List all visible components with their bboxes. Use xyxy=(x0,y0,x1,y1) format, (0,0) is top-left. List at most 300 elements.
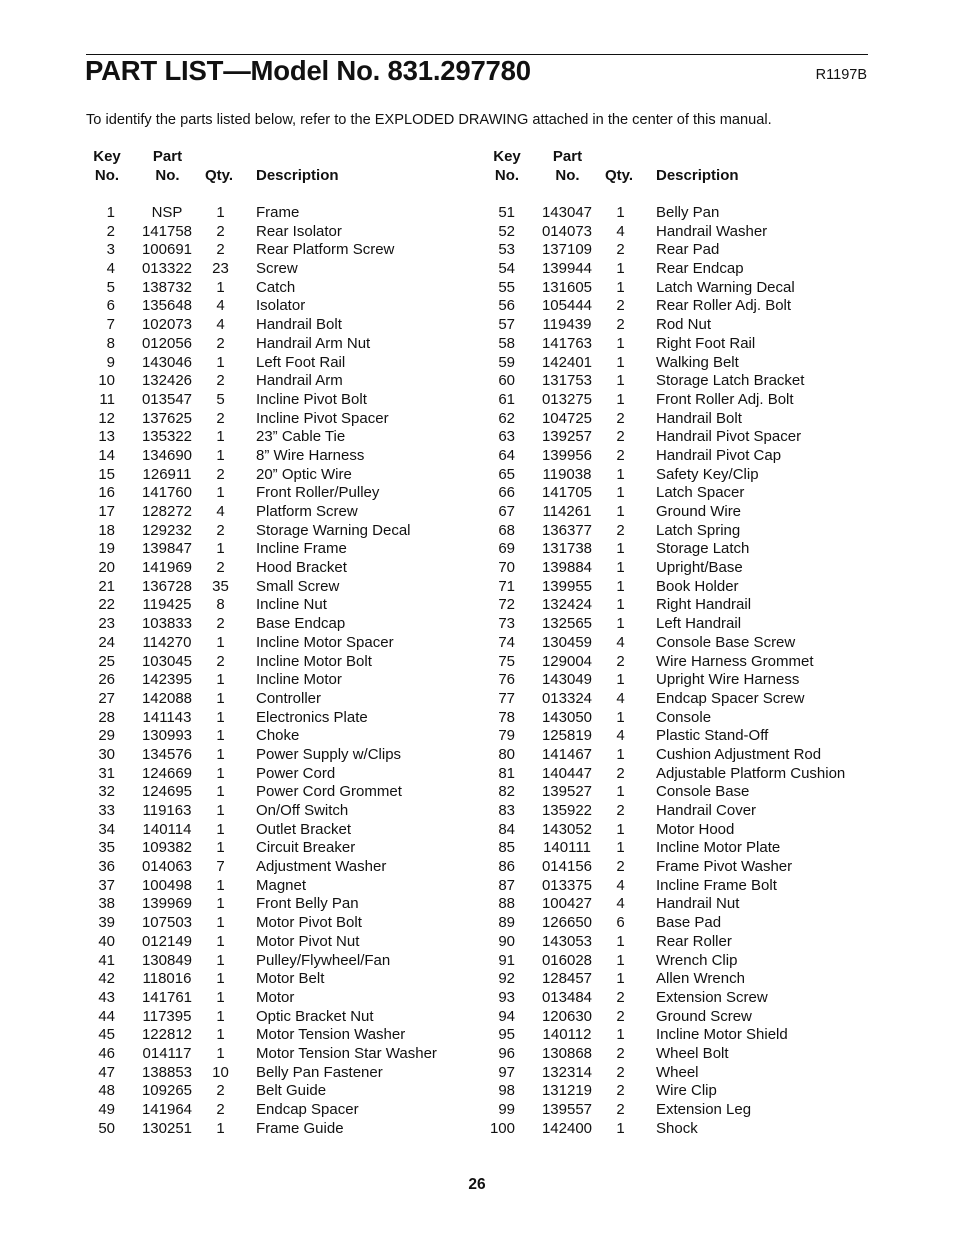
table-row xyxy=(486,952,866,971)
part-no-cell: 139557 xyxy=(541,1101,593,1118)
table-row xyxy=(486,914,866,933)
key-no-cell: 53 xyxy=(498,241,515,259)
description-cell: Handrail Pivot Spacer xyxy=(656,428,802,446)
key-no-cell: 36 xyxy=(98,858,115,876)
description-cell: Plastic Stand-Off xyxy=(656,727,769,745)
key-no-cell: 43 xyxy=(98,988,115,1006)
qty-cell: 1 xyxy=(616,951,625,969)
key-no-cell: 25 xyxy=(98,652,115,670)
qty-cell: 1 xyxy=(216,484,225,502)
description-cell: Left Handrail xyxy=(656,615,742,633)
description-cell: Endcap Spacer xyxy=(256,1101,359,1118)
part-no-cell: 013324 xyxy=(541,689,593,707)
qty-cell: 2 xyxy=(216,652,225,670)
part-no-cell: 143046 xyxy=(141,353,193,371)
table-row xyxy=(486,372,866,391)
qty-cell: 1 xyxy=(616,820,625,838)
part-no-cell: 136728 xyxy=(141,577,193,595)
qty-cell: 4 xyxy=(616,222,625,240)
qty-cell: 1 xyxy=(216,1119,225,1137)
table-row xyxy=(486,877,866,896)
table-row xyxy=(86,802,466,821)
qty-cell: 2 xyxy=(616,316,625,334)
qty-cell: 1 xyxy=(216,1026,225,1044)
key-no-cell: 18 xyxy=(98,521,115,539)
description-cell: Ground Wire xyxy=(656,503,742,520)
table-row xyxy=(486,391,866,410)
description-cell: Extension Leg xyxy=(656,1101,752,1118)
part-no-cell: 013375 xyxy=(541,876,593,894)
header-key-no: Key No. xyxy=(93,148,121,184)
description-cell: Frame xyxy=(256,204,300,221)
table-row xyxy=(486,466,866,485)
key-no-cell: 10 xyxy=(98,372,115,390)
table-row xyxy=(486,279,866,298)
table-row xyxy=(86,428,466,447)
table-row xyxy=(486,522,866,541)
description-cell: Belt Guide xyxy=(256,1082,327,1100)
table-row xyxy=(486,671,866,690)
qty-cell: 1 xyxy=(616,334,625,352)
key-no-cell: 62 xyxy=(498,409,515,427)
description-cell: Incline Motor Shield xyxy=(656,1026,788,1044)
description-cell: Extension Screw xyxy=(656,988,768,1006)
description-cell: Outlet Bracket xyxy=(256,820,352,838)
part-no-cell: 141763 xyxy=(541,334,593,352)
description-cell: Power Cord Grommet xyxy=(256,783,402,801)
table-row xyxy=(86,615,466,634)
key-no-cell: 58 xyxy=(498,334,515,352)
key-no-cell: 6 xyxy=(106,297,115,315)
qty-cell: 1 xyxy=(216,708,225,726)
key-no-cell: 87 xyxy=(498,876,515,894)
table-row xyxy=(86,410,466,429)
description-cell: Handrail Arm Nut xyxy=(256,334,371,352)
header-qty: Qty. xyxy=(605,167,634,184)
table-header xyxy=(86,147,466,185)
description-cell: Upright Wire Harness xyxy=(656,671,800,689)
qty-cell: 1 xyxy=(216,204,225,221)
description-cell: Motor xyxy=(256,988,295,1006)
description-cell: Storage Latch xyxy=(656,540,750,558)
part-no-cell: 131219 xyxy=(541,1082,593,1100)
key-no-cell: 31 xyxy=(98,764,115,782)
key-no-cell: 64 xyxy=(498,446,515,464)
qty-cell: 1 xyxy=(216,970,225,988)
key-no-cell: 67 xyxy=(498,503,515,520)
key-no-cell: 14 xyxy=(98,446,115,464)
description-cell: Rear Platform Screw xyxy=(256,241,395,259)
part-no-cell: NSP xyxy=(151,204,183,221)
description-cell: Latch Spring xyxy=(656,521,741,539)
key-no-cell: 17 xyxy=(98,503,115,520)
qty-cell: 1 xyxy=(216,988,225,1006)
table-row xyxy=(486,1026,866,1045)
qty-cell: 2 xyxy=(216,465,225,483)
description-cell: Latch Warning Decal xyxy=(656,278,795,296)
description-cell: Catch xyxy=(256,278,296,296)
part-no-cell: 130251 xyxy=(141,1119,193,1137)
key-no-cell: 26 xyxy=(98,671,115,689)
qty-cell: 1 xyxy=(616,745,625,763)
part-no-cell: 136377 xyxy=(541,521,593,539)
key-no-cell: 95 xyxy=(498,1026,515,1044)
table-row xyxy=(486,260,866,279)
table-row xyxy=(86,952,466,971)
qty-cell: 4 xyxy=(616,895,625,913)
description-cell: Shock xyxy=(656,1119,698,1137)
table-row xyxy=(486,1101,866,1120)
description-cell: Screw xyxy=(256,260,298,278)
key-no-cell: 40 xyxy=(98,932,115,950)
table-row xyxy=(86,297,466,316)
table-row xyxy=(86,1026,466,1045)
table-row xyxy=(86,372,466,391)
description-cell: Motor Tension Washer xyxy=(256,1026,406,1044)
table-row xyxy=(486,204,866,223)
qty-cell: 5 xyxy=(216,390,225,408)
part-no-cell: 139884 xyxy=(541,559,593,577)
table-row xyxy=(86,690,466,709)
description-cell: Front Belly Pan xyxy=(256,895,359,913)
description-cell: Wire Harness Grommet xyxy=(656,652,814,670)
description-cell: Incline Nut xyxy=(256,596,327,614)
table-row xyxy=(86,503,466,522)
table-row xyxy=(486,615,866,634)
part-no-cell: 107503 xyxy=(141,914,193,932)
part-no-cell: 103045 xyxy=(141,652,193,670)
qty-cell: 1 xyxy=(216,446,225,464)
table-row xyxy=(86,970,466,989)
key-no-cell: 37 xyxy=(98,876,115,894)
table-row xyxy=(86,914,466,933)
qty-cell: 1 xyxy=(616,540,625,558)
key-no-cell: 3 xyxy=(106,241,115,259)
key-no-cell: 75 xyxy=(498,652,515,670)
description-cell: Cushion Adjustment Rod xyxy=(656,745,822,763)
part-no-cell: 120630 xyxy=(541,1007,593,1025)
table-row xyxy=(486,447,866,466)
table-row xyxy=(486,802,866,821)
part-no-cell: 139527 xyxy=(541,783,593,801)
key-no-cell: 78 xyxy=(498,708,515,726)
table-row xyxy=(86,634,466,653)
part-no-cell: 140112 xyxy=(542,1026,592,1044)
table-row xyxy=(86,783,466,802)
table-row xyxy=(86,1082,466,1101)
key-no-cell: 81 xyxy=(498,764,515,782)
part-no-cell: 142401 xyxy=(541,353,593,371)
qty-cell: 2 xyxy=(216,559,225,577)
table-row xyxy=(486,895,866,914)
table-row xyxy=(486,354,866,373)
qty-cell: 4 xyxy=(216,316,225,334)
part-no-cell: 119425 xyxy=(142,596,192,614)
key-no-cell: 94 xyxy=(498,1007,515,1025)
key-no-cell: 77 xyxy=(498,689,515,707)
qty-cell: 2 xyxy=(216,222,225,240)
key-no-cell: 51 xyxy=(498,204,515,221)
description-cell: Optic Bracket Nut xyxy=(256,1007,374,1025)
description-cell: Platform Screw xyxy=(256,503,358,520)
qty-cell: 4 xyxy=(616,727,625,745)
qty-cell: 1 xyxy=(616,839,625,857)
table-row xyxy=(86,335,466,354)
key-no-cell: 30 xyxy=(98,745,115,763)
intro-text: To identify the parts listed below, refer to the EXPLODED DRAWING attached in the center of this manual. xyxy=(86,112,772,128)
key-no-cell: 69 xyxy=(498,540,515,558)
table-row xyxy=(86,316,466,335)
qty-cell: 2 xyxy=(616,521,625,539)
description-cell: Handrail Pivot Cap xyxy=(656,446,782,464)
qty-cell: 1 xyxy=(616,708,625,726)
qty-cell: 35 xyxy=(212,577,229,595)
qty-cell: 1 xyxy=(216,633,225,651)
qty-cell: 1 xyxy=(216,839,225,857)
description-cell: Front Roller/Pulley xyxy=(256,484,380,502)
description-cell: Endcap Spacer Screw xyxy=(656,689,805,707)
part-no-cell: 134690 xyxy=(141,446,193,464)
qty-cell: 8 xyxy=(216,596,225,614)
part-no-cell: 103833 xyxy=(141,615,193,633)
part-no-cell: 131605 xyxy=(541,278,593,296)
description-cell: Console Base xyxy=(656,783,750,801)
qty-cell: 1 xyxy=(616,353,625,371)
key-no-cell: 20 xyxy=(98,559,115,577)
qty-cell: 2 xyxy=(616,1082,625,1100)
key-no-cell: 15 xyxy=(98,465,115,483)
table-row xyxy=(86,877,466,896)
part-no-cell: 013322 xyxy=(141,260,193,278)
table-body xyxy=(486,204,866,1138)
qty-cell: 2 xyxy=(616,1007,625,1025)
key-no-cell: 42 xyxy=(98,970,115,988)
key-no-cell: 97 xyxy=(498,1063,515,1081)
key-no-cell: 49 xyxy=(98,1101,115,1118)
key-no-cell: 9 xyxy=(106,353,115,371)
part-no-cell: 130849 xyxy=(141,951,193,969)
part-no-cell: 132314 xyxy=(541,1063,593,1081)
qty-cell: 1 xyxy=(216,353,225,371)
key-no-cell: 29 xyxy=(98,727,115,745)
part-no-cell: 141760 xyxy=(141,484,193,502)
header-description: Description xyxy=(256,167,339,184)
key-no-cell: 71 xyxy=(498,577,515,595)
part-no-cell: 100498 xyxy=(141,876,193,894)
qty-cell: 2 xyxy=(616,652,625,670)
qty-cell: 1 xyxy=(216,820,225,838)
table-row xyxy=(486,1045,866,1064)
description-cell: Isolator xyxy=(256,297,306,315)
key-no-cell: 34 xyxy=(98,820,115,838)
qty-cell: 1 xyxy=(216,689,225,707)
key-no-cell: 85 xyxy=(498,839,515,857)
table-row xyxy=(486,858,866,877)
part-no-cell: 016028 xyxy=(541,951,593,969)
header-qty: Qty. xyxy=(205,167,234,184)
table-row xyxy=(486,634,866,653)
qty-cell: 1 xyxy=(216,932,225,950)
table-row xyxy=(486,241,866,260)
table-row xyxy=(86,839,466,858)
table-row xyxy=(486,1064,866,1083)
description-cell: Handrail Washer xyxy=(656,222,768,240)
description-cell: Magnet xyxy=(256,876,307,894)
table-row xyxy=(86,223,466,242)
description-cell: Rear Endcap xyxy=(656,260,744,278)
table-row xyxy=(86,391,466,410)
qty-cell: 2 xyxy=(616,297,625,315)
part-no-cell: 141467 xyxy=(541,745,593,763)
part-no-cell: 141761 xyxy=(141,988,193,1006)
qty-cell: 1 xyxy=(216,278,225,296)
description-cell: Incline Frame Bolt xyxy=(656,876,777,894)
key-no-cell: 65 xyxy=(498,465,515,483)
description-cell: Frame Guide xyxy=(256,1119,344,1137)
description-cell: Right Handrail xyxy=(656,596,752,614)
part-no-cell: 013275 xyxy=(541,390,593,408)
description-cell: Handrail Bolt xyxy=(656,409,742,427)
part-no-cell: 142400 xyxy=(541,1119,593,1137)
part-no-cell: 131753 xyxy=(541,372,593,390)
key-no-cell: 63 xyxy=(498,428,515,446)
table-row xyxy=(86,821,466,840)
table-row xyxy=(86,466,466,485)
qty-cell: 2 xyxy=(616,409,625,427)
part-no-cell: 104725 xyxy=(541,409,593,427)
qty-cell: 2 xyxy=(616,764,625,782)
description-cell: 8” Wire Harness xyxy=(256,446,365,464)
description-cell: 23” Cable Tie xyxy=(256,428,346,446)
key-no-cell: 59 xyxy=(498,353,515,371)
part-no-cell: 143050 xyxy=(541,708,593,726)
part-no-cell: 141143 xyxy=(142,708,192,726)
key-no-cell: 56 xyxy=(498,297,515,315)
qty-cell: 1 xyxy=(616,932,625,950)
key-no-cell: 68 xyxy=(498,521,515,539)
qty-cell: 1 xyxy=(616,372,625,390)
description-cell: Incline Pivot Spacer xyxy=(256,409,389,427)
description-cell: Rear Roller xyxy=(656,932,732,950)
qty-cell: 1 xyxy=(216,745,225,763)
part-no-cell: 119163 xyxy=(142,802,192,819)
key-no-cell: 41 xyxy=(98,951,115,969)
description-cell: Wire Clip xyxy=(656,1082,717,1100)
table-row xyxy=(86,765,466,784)
table-row xyxy=(486,933,866,952)
qty-cell: 2 xyxy=(216,372,225,390)
table-body xyxy=(86,204,466,1138)
description-cell: Choke xyxy=(256,727,300,745)
qty-cell: 1 xyxy=(616,1026,625,1044)
part-no-cell: 119439 xyxy=(542,316,592,334)
part-no-cell: 014117 xyxy=(142,1044,192,1062)
table-row xyxy=(486,970,866,989)
part-no-cell: 013484 xyxy=(541,988,593,1006)
description-cell: Left Foot Rail xyxy=(256,353,346,371)
key-no-cell: 22 xyxy=(98,596,115,614)
key-no-cell: 33 xyxy=(98,802,115,819)
qty-cell: 1 xyxy=(616,204,625,221)
key-no-cell: 24 xyxy=(98,633,115,651)
part-no-cell: 142088 xyxy=(141,689,193,707)
qty-cell: 2 xyxy=(216,615,225,633)
description-cell: Motor Pivot Bolt xyxy=(256,914,362,932)
part-no-cell: 100691 xyxy=(141,241,193,259)
description-cell: Rod Nut xyxy=(656,316,712,334)
part-no-cell: 128457 xyxy=(541,970,593,988)
table-row xyxy=(86,447,466,466)
part-no-cell: 143049 xyxy=(541,671,593,689)
qty-cell: 1 xyxy=(616,970,625,988)
key-no-cell: 13 xyxy=(98,428,115,446)
qty-cell: 1 xyxy=(616,390,625,408)
description-cell: Walking Belt xyxy=(656,353,739,371)
document-code: R1197B xyxy=(815,67,867,83)
qty-cell: 1 xyxy=(216,876,225,894)
key-no-cell: 57 xyxy=(498,316,515,334)
key-no-cell: 60 xyxy=(498,372,515,390)
key-no-cell: 98 xyxy=(498,1082,515,1100)
key-no-cell: 47 xyxy=(98,1063,115,1081)
qty-cell: 6 xyxy=(616,914,625,932)
qty-cell: 2 xyxy=(616,858,625,876)
description-cell: Motor Tension Star Washer xyxy=(256,1044,437,1062)
table-row xyxy=(486,839,866,858)
table-row xyxy=(486,821,866,840)
key-no-cell: 79 xyxy=(498,727,515,745)
table-row xyxy=(486,1120,866,1139)
qty-cell: 1 xyxy=(616,559,625,577)
description-cell: Belly Pan Fastener xyxy=(256,1063,383,1081)
description-cell: Base Pad xyxy=(656,914,722,932)
table-row xyxy=(486,709,866,728)
description-cell: Ground Screw xyxy=(656,1007,752,1025)
table-header xyxy=(486,147,866,185)
key-no-cell: 32 xyxy=(98,783,115,801)
table-row xyxy=(486,690,866,709)
qty-cell: 1 xyxy=(216,914,225,932)
description-cell: Frame Pivot Washer xyxy=(656,858,793,876)
part-no-cell: 114270 xyxy=(142,633,192,651)
qty-cell: 1 xyxy=(616,1119,625,1137)
part-no-cell: 143047 xyxy=(541,204,593,221)
part-no-cell: 109265 xyxy=(141,1082,193,1100)
qty-cell: 1 xyxy=(616,596,625,614)
qty-cell: 2 xyxy=(216,1082,225,1100)
table-row xyxy=(86,671,466,690)
header-part-no: Part No. xyxy=(152,148,183,184)
table-row xyxy=(86,1120,466,1139)
qty-cell: 1 xyxy=(216,727,225,745)
table-row xyxy=(86,989,466,1008)
description-cell: Incline Pivot Bolt xyxy=(256,390,367,408)
description-cell: Motor Pivot Nut xyxy=(256,932,360,950)
key-no-cell: 35 xyxy=(98,839,115,857)
qty-cell: 1 xyxy=(616,278,625,296)
key-no-cell: 82 xyxy=(498,783,515,801)
qty-cell: 2 xyxy=(216,241,225,259)
description-cell: Rear Pad xyxy=(656,241,720,259)
qty-cell: 4 xyxy=(616,633,625,651)
part-no-cell: 119038 xyxy=(542,465,592,483)
key-no-cell: 39 xyxy=(98,914,115,932)
page-title: PART LIST—Model No. 831.297780 xyxy=(85,55,531,86)
part-no-cell: 139955 xyxy=(541,577,593,595)
qty-cell: 1 xyxy=(216,783,225,801)
qty-cell: 2 xyxy=(616,988,625,1006)
part-no-cell: 139847 xyxy=(141,540,193,558)
